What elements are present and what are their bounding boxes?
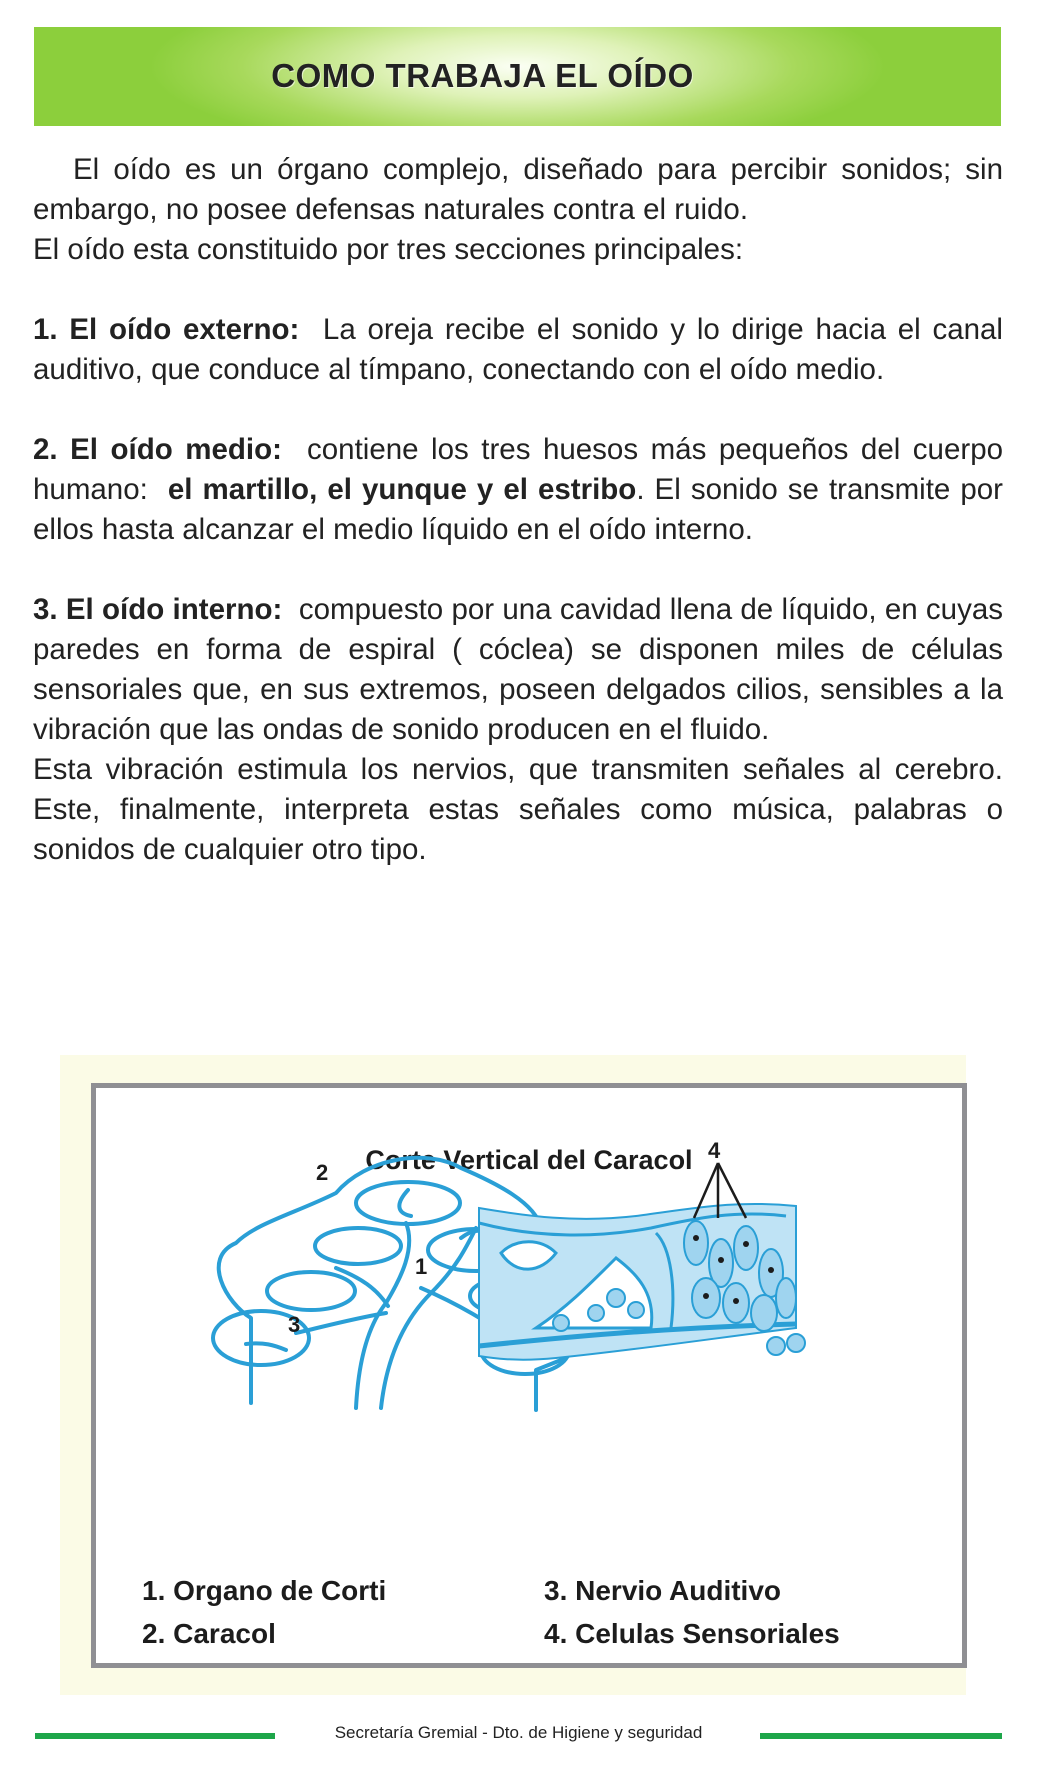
marker-1: 1 bbox=[415, 1254, 428, 1279]
cochlea-figure bbox=[91, 1083, 967, 1668]
intro-sections-line: El oído esta constituido por tres secciones principales: bbox=[33, 233, 744, 266]
spiral-chamber bbox=[315, 1228, 401, 1264]
section-middle-ear bbox=[33, 430, 1003, 550]
bones-list: el martillo, el yunque y el estribo bbox=[167, 473, 637, 506]
legend-celulas-sensoriales: 4. Celulas Sensoriales bbox=[544, 1618, 840, 1649]
legend-caracol: 2. Caracol bbox=[142, 1618, 276, 1649]
marker-4: 4 bbox=[708, 1138, 721, 1163]
section-text: contiene los tres huesos más pequeños del cuerpo humano: bbox=[33, 433, 1004, 506]
section-text: compuesto por una cavidad llena de líquido, en cuyas paredes en forma de espiral ( cóclea) se disponen miles de células sensoriales que, en sus extremos, poseen delgados cilios, sensibles a la vibración que las ondas de sonido producen en el fluido. bbox=[33, 593, 1003, 746]
title-banner bbox=[34, 27, 1001, 126]
section-heading: 1. El oído externo: bbox=[33, 313, 300, 346]
section-heading: 2. El oído medio: bbox=[33, 433, 282, 466]
footer-text: Secretaría Gremial - Dto. de Higiene y seguridad bbox=[334, 1723, 703, 1742]
legend-organo-corti: 1. Organo de Corti bbox=[142, 1575, 387, 1606]
section-inner-ear bbox=[33, 590, 1003, 750]
section-heading: 3. El oído interno: bbox=[33, 593, 283, 626]
marker-3: 3 bbox=[288, 1312, 301, 1337]
section-text-cont: . El sonido se transmite por ellos hasta alcanzar el medio líquido en el oído interno. bbox=[33, 473, 1003, 546]
page-title: COMO TRABAJA EL OÍDO bbox=[271, 57, 694, 94]
figure-title: Corte Vertical del Caracol bbox=[365, 1145, 693, 1175]
intro-paragraph: El oído es un órgano complejo, diseñado para percibir sonidos; sin embargo, no posee defensas naturales contra el ruido. bbox=[33, 153, 1003, 226]
organ-of-corti-drawing bbox=[479, 1163, 805, 1360]
legend-nervio-auditivo: 3. Nervio Auditivo bbox=[544, 1575, 782, 1606]
section-text: La oreja recibe el sonido y lo dirige hacia el canal auditivo, que conduce al tímpano, conectando con el oído medio. bbox=[33, 313, 1003, 386]
closing-paragraph: Esta vibración estimula los nervios, que transmiten señales al cerebro. Este, finalmente, interpreta estas señales como música, palabras o sonidos de cualquier otro tipo. bbox=[33, 753, 1028, 866]
section-outer-ear bbox=[33, 310, 1003, 390]
article-body bbox=[33, 150, 1028, 870]
marker-2: 2 bbox=[316, 1160, 329, 1185]
spiral-chamber bbox=[267, 1272, 355, 1310]
